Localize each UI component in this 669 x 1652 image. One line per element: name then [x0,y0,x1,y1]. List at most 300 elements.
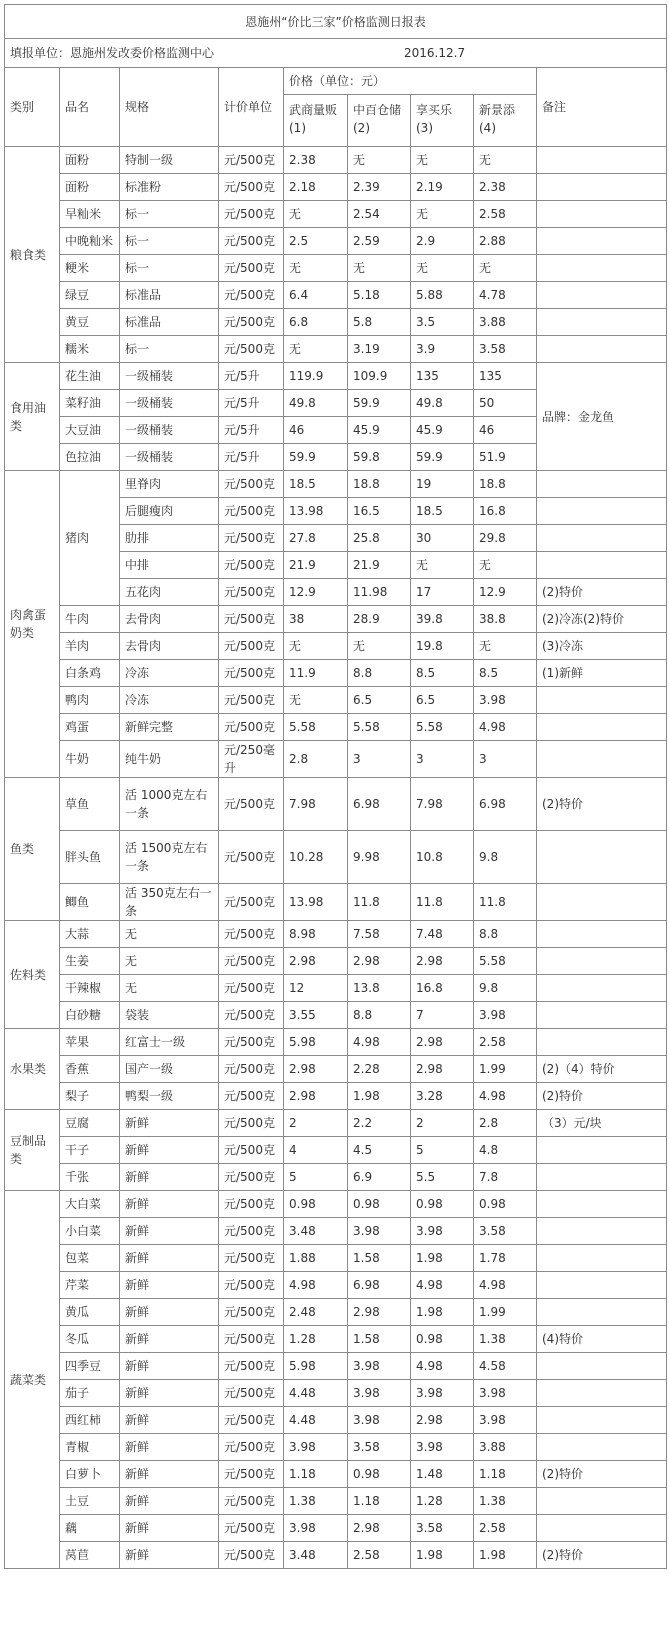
remark-cell: (2)特价 [537,778,667,831]
item-name-cell: 糯米 [60,336,120,363]
price-cell-store-3: 19 [411,471,474,498]
item-name-cell: 白萝卜 [60,1461,120,1488]
spec-cell: 五花肉 [120,579,219,606]
price-cell-store-1: 5 [284,1164,348,1191]
price-cell-store-3: 17 [411,579,474,606]
price-cell-store-4: 8.5 [474,660,537,687]
table-row [5,282,667,309]
spec-cell: 新鲜 [120,1461,219,1488]
price-cell-store-3: 1.28 [411,1488,474,1515]
item-name-cell: 包菜 [60,1245,120,1272]
price-cell-store-4: 1.78 [474,1245,537,1272]
spec-cell: 新鲜 [120,1245,219,1272]
price-cell-store-2: 3.58 [348,1434,411,1461]
table-row [5,471,667,498]
unit-cell: 元/500克 [219,1488,284,1515]
spec-cell: 新鲜 [120,1272,219,1299]
unit-cell: 元/500克 [219,948,284,975]
price-cell-store-2: 2.39 [348,174,411,201]
price-cell-store-4: 1.18 [474,1461,537,1488]
item-name-cell: 梨子 [60,1083,120,1110]
price-cell-store-3: 45.9 [411,417,474,444]
table-row [5,1407,667,1434]
price-cell-store-4: 2.38 [474,174,537,201]
price-cell-store-4: 12.9 [474,579,537,606]
remark-cell [537,201,667,228]
price-cell-store-1: 4 [284,1137,348,1164]
table-row [5,741,667,778]
spec-cell: 去骨肉 [120,606,219,633]
price-cell-store-4: 4.78 [474,282,537,309]
price-cell-store-1: 2.8 [284,741,348,778]
spec-cell: 活 1500克左右一条 [120,831,219,884]
price-cell-store-1: 2.5 [284,228,348,255]
price-cell-store-3: 11.8 [411,884,474,921]
price-cell-store-3: 3.98 [411,1218,474,1245]
spec-cell: 活 350克左右一条 [120,884,219,921]
table-row [5,1434,667,1461]
price-cell-store-4: 无 [474,552,537,579]
item-name-cell: 西红柿 [60,1407,120,1434]
price-cell-store-1: 6.4 [284,282,348,309]
header-store-4: 新景添(4) [474,95,537,147]
price-cell-store-2: 21.9 [348,552,411,579]
table-row [5,1164,667,1191]
price-cell-store-1: 12.9 [284,579,348,606]
table-row [5,1083,667,1110]
price-cell-store-2: 3.98 [348,1353,411,1380]
spec-cell: 袋装 [120,1002,219,1029]
price-cell-store-2: 1.98 [348,1083,411,1110]
item-name-cell: 鸡蛋 [60,714,120,741]
price-cell-store-4: 8.8 [474,921,537,948]
item-name-cell: 四季豆 [60,1353,120,1380]
price-cell-store-4: 1.38 [474,1488,537,1515]
price-cell-store-2: 2.54 [348,201,411,228]
price-report-table [4,4,667,1569]
price-cell-store-3: 0.98 [411,1326,474,1353]
price-cell-store-1: 7.98 [284,778,348,831]
price-cell-store-4: 1.98 [474,1542,537,1569]
remark-cell: (2)特价 [537,1083,667,1110]
unit-cell: 元/500克 [219,1002,284,1029]
unit-cell: 元/500克 [219,1164,284,1191]
price-cell-store-3: 2.98 [411,948,474,975]
price-report-sheet [4,4,666,1569]
spec-cell: 冷冻 [120,660,219,687]
spec-cell: 无 [120,948,219,975]
price-cell-store-3: 无 [411,255,474,282]
price-cell-store-2: 1.18 [348,1488,411,1515]
price-cell-store-1: 无 [284,633,348,660]
remark-cell [537,309,667,336]
price-cell-store-3: 2.98 [411,1056,474,1083]
price-cell-store-2: 3.19 [348,336,411,363]
unit-cell: 元/500克 [219,471,284,498]
unit-cell: 元/500克 [219,1299,284,1326]
price-cell-store-3: 无 [411,147,474,174]
unit-cell: 元/500克 [219,1245,284,1272]
item-name-cell: 干辣椒 [60,975,120,1002]
price-cell-store-2: 5.58 [348,714,411,741]
table-row [5,174,667,201]
unit-cell: 元/500克 [219,1029,284,1056]
price-cell-store-1: 6.8 [284,309,348,336]
remark-cell [537,336,667,363]
category-cell: 食用油类 [5,363,60,471]
remark-cell [537,1272,667,1299]
spec-cell: 国产一级 [120,1056,219,1083]
table-row [5,1461,667,1488]
unit-cell: 元/500克 [219,1137,284,1164]
remark-cell [537,1380,667,1407]
price-cell-store-1: 3.48 [284,1542,348,1569]
spec-cell: 新鲜 [120,1542,219,1569]
unit-cell: 元/500克 [219,1191,284,1218]
price-cell-store-1: 5.98 [284,1029,348,1056]
item-name-cell: 生姜 [60,948,120,975]
unit-cell: 元/500克 [219,884,284,921]
item-name-cell: 香蕉 [60,1056,120,1083]
remark-cell: (2)特价 [537,579,667,606]
price-cell-store-1: 1.18 [284,1461,348,1488]
price-cell-store-3: 2 [411,1110,474,1137]
unit-cell: 元/500克 [219,1407,284,1434]
price-cell-store-2: 6.9 [348,1164,411,1191]
spec-cell: 新鲜 [120,1299,219,1326]
unit-cell: 元/250毫升 [219,741,284,778]
price-cell-store-2: 6.5 [348,687,411,714]
price-cell-store-2: 28.9 [348,606,411,633]
unit-cell: 元/500克 [219,1110,284,1137]
item-name-cell: 冬瓜 [60,1326,120,1353]
price-cell-store-4: 2.58 [474,201,537,228]
item-name-cell: 胖头鱼 [60,831,120,884]
item-name-cell: 豆腐 [60,1110,120,1137]
header-spec: 规格 [120,68,219,147]
item-name-cell: 白条鸡 [60,660,120,687]
price-cell-store-2: 2.59 [348,228,411,255]
spec-cell: 里脊肉 [120,471,219,498]
table-row [5,1056,667,1083]
price-cell-store-1: 无 [284,687,348,714]
price-cell-store-3: 16.8 [411,975,474,1002]
price-cell-store-3: 1.98 [411,1299,474,1326]
price-cell-store-3: 39.8 [411,606,474,633]
price-cell-store-2: 8.8 [348,660,411,687]
unit-cell: 元/500克 [219,498,284,525]
price-cell-store-1: 49.8 [284,390,348,417]
unit-cell: 元/500克 [219,606,284,633]
spec-cell: 新鲜 [120,1407,219,1434]
remark-cell [537,1299,667,1326]
unit-cell: 元/500克 [219,1326,284,1353]
table-row [5,633,667,660]
price-cell-store-4: 4.8 [474,1137,537,1164]
table-row [5,1029,667,1056]
price-cell-store-4: 5.58 [474,948,537,975]
unit-cell: 元/500克 [219,1461,284,1488]
price-cell-store-2: 5.8 [348,309,411,336]
spec-cell: 新鲜 [120,1434,219,1461]
header-remark: 备注 [537,68,667,147]
table-row [5,1515,667,1542]
category-cell: 鱼类 [5,778,60,921]
price-cell-store-3: 2.98 [411,1407,474,1434]
price-cell-store-2: 2.98 [348,948,411,975]
table-row [5,1542,667,1569]
price-cell-store-2: 3.98 [348,1380,411,1407]
spec-cell: 新鲜 [120,1191,219,1218]
table-row [5,1002,667,1029]
remark-cell [537,1218,667,1245]
price-cell-store-4: 2.88 [474,228,537,255]
price-cell-store-1: 3.55 [284,1002,348,1029]
item-name-cell: 中晚籼米 [60,228,120,255]
header-category: 类别 [5,68,60,147]
header-store-1: 武商量贩(1) [284,95,348,147]
price-cell-store-3: 59.9 [411,444,474,471]
remark-cell [537,921,667,948]
category-cell: 佐料类 [5,921,60,1029]
unit-cell: 元/500克 [219,552,284,579]
spec-cell: 新鲜 [120,1164,219,1191]
unit-cell: 元/500克 [219,174,284,201]
price-cell-store-3: 3 [411,741,474,778]
price-cell-store-4: 无 [474,633,537,660]
spec-cell: 无 [120,975,219,1002]
price-cell-store-2: 5.18 [348,282,411,309]
price-cell-store-1: 2.38 [284,147,348,174]
price-cell-store-3: 49.8 [411,390,474,417]
spec-cell: 鸭梨一级 [120,1083,219,1110]
price-cell-store-2: 0.98 [348,1191,411,1218]
table-row [5,1326,667,1353]
price-cell-store-3: 3.28 [411,1083,474,1110]
item-name-cell: 牛肉 [60,606,120,633]
price-cell-store-1: 8.98 [284,921,348,948]
header-unit: 计价单位 [219,68,284,147]
price-cell-store-3: 3.9 [411,336,474,363]
price-cell-store-3: 7.98 [411,778,474,831]
unit-cell: 元/500克 [219,1218,284,1245]
table-row [5,714,667,741]
price-cell-store-3: 4.98 [411,1353,474,1380]
remark-cell [537,1488,667,1515]
price-cell-store-2: 13.8 [348,975,411,1002]
spec-cell: 标准品 [120,282,219,309]
price-cell-store-2: 无 [348,255,411,282]
remark-cell [537,741,667,778]
price-cell-store-2: 1.58 [348,1245,411,1272]
price-cell-store-4: 9.8 [474,975,537,1002]
item-name-cell: 黄瓜 [60,1299,120,1326]
remark-cell [537,552,667,579]
unit-cell: 元/500克 [219,336,284,363]
price-cell-store-2: 18.8 [348,471,411,498]
remark-cell: (1)新鲜 [537,660,667,687]
price-cell-store-1: 2.98 [284,1056,348,1083]
item-name-cell: 色拉油 [60,444,120,471]
item-name-cell: 藕 [60,1515,120,1542]
table-row [5,1245,667,1272]
unit-cell: 元/500克 [219,147,284,174]
price-cell-store-4: 3 [474,741,537,778]
spec-cell: 标准品 [120,309,219,336]
item-name-cell: 大豆油 [60,417,120,444]
spec-cell: 新鲜 [120,1137,219,1164]
table-row [5,1137,667,1164]
table-row [5,606,667,633]
price-cell-store-3: 5 [411,1137,474,1164]
item-name-cell: 牛奶 [60,741,120,778]
spec-cell: 新鲜 [120,1488,219,1515]
remark-cell: (2)特价 [537,1542,667,1569]
table-row [5,921,667,948]
spec-cell: 中排 [120,552,219,579]
price-cell-store-3: 2.9 [411,228,474,255]
unit-cell: 元/500克 [219,831,284,884]
price-cell-store-2: 8.8 [348,1002,411,1029]
price-cell-store-2: 3.98 [348,1218,411,1245]
item-name-cell: 猪肉 [60,471,120,606]
price-cell-store-3: 3.58 [411,1515,474,1542]
remark-cell [537,1029,667,1056]
price-cell-store-3: 无 [411,552,474,579]
category-cell: 豆制品类 [5,1110,60,1191]
price-cell-store-1: 4.98 [284,1272,348,1299]
price-cell-store-3: 0.98 [411,1191,474,1218]
price-cell-store-2: 9.98 [348,831,411,884]
price-cell-store-3: 19.8 [411,633,474,660]
remark-cell [537,884,667,921]
price-cell-store-4: 无 [474,147,537,174]
table-row [5,147,667,174]
price-cell-store-1: 59.9 [284,444,348,471]
unit-cell: 元/5升 [219,363,284,390]
remark-cell [537,1407,667,1434]
price-cell-store-2: 11.98 [348,579,411,606]
remark-cell [537,714,667,741]
remark-cell [537,471,667,498]
price-cell-store-4: 2.8 [474,1110,537,1137]
remark-cell [537,948,667,975]
table-row [5,1110,667,1137]
price-cell-store-2: 4.98 [348,1029,411,1056]
price-cell-store-1: 18.5 [284,471,348,498]
table-row [5,1299,667,1326]
remark-cell: (2)冷冻(2)特价 [537,606,667,633]
price-cell-store-2: 6.98 [348,778,411,831]
price-cell-store-1: 11.9 [284,660,348,687]
unit-cell: 元/500克 [219,687,284,714]
price-cell-store-4: 6.98 [474,778,537,831]
price-cell-store-3: 6.5 [411,687,474,714]
price-cell-store-3: 1.98 [411,1542,474,1569]
price-cell-store-4: 16.8 [474,498,537,525]
price-cell-store-4: 38.8 [474,606,537,633]
table-row [5,1191,667,1218]
item-name-cell: 菜籽油 [60,390,120,417]
price-cell-store-2: 59.8 [348,444,411,471]
unit-cell: 元/500克 [219,633,284,660]
price-cell-store-3: 7 [411,1002,474,1029]
price-cell-store-4: 3.98 [474,1002,537,1029]
price-cell-store-4: 18.8 [474,471,537,498]
price-cell-store-2: 2.2 [348,1110,411,1137]
price-cell-store-1: 4.48 [284,1407,348,1434]
unit-cell: 元/500克 [219,579,284,606]
remark-cell [537,498,667,525]
remark-cell [537,525,667,552]
price-cell-store-2: 无 [348,147,411,174]
price-cell-store-4: 3.88 [474,309,537,336]
price-cell-store-2: 11.8 [348,884,411,921]
price-cell-store-1: 3.98 [284,1434,348,1461]
unit-cell: 元/500克 [219,1515,284,1542]
table-row [5,255,667,282]
price-cell-store-4: 7.8 [474,1164,537,1191]
remark-cell [537,975,667,1002]
item-name-cell: 花生油 [60,363,120,390]
price-cell-store-3: 1.48 [411,1461,474,1488]
item-name-cell: 面粉 [60,174,120,201]
remark-cell [537,687,667,714]
price-cell-store-2: 2.98 [348,1299,411,1326]
item-name-cell: 鸭肉 [60,687,120,714]
remark-cell [537,147,667,174]
price-cell-store-2: 3 [348,741,411,778]
spec-cell: 标准粉 [120,174,219,201]
price-cell-store-3: 2.19 [411,174,474,201]
item-name-cell: 芹菜 [60,1272,120,1299]
header-name: 品名 [60,68,120,147]
table-row [5,687,667,714]
item-name-cell: 黄豆 [60,309,120,336]
spec-cell: 新鲜 [120,1326,219,1353]
table-row [5,1272,667,1299]
price-cell-store-1: 无 [284,336,348,363]
table-row [5,1380,667,1407]
price-cell-store-4: 3.98 [474,1380,537,1407]
item-name-cell: 大白菜 [60,1191,120,1218]
price-cell-store-2: 2.98 [348,1515,411,1542]
price-cell-store-3: 135 [411,363,474,390]
price-cell-store-4: 4.58 [474,1353,537,1380]
spec-cell: 新鲜 [120,1515,219,1542]
price-cell-store-4: 3.58 [474,336,537,363]
category-cell: 水果类 [5,1029,60,1110]
price-cell-store-2: 0.98 [348,1461,411,1488]
table-row [5,948,667,975]
spec-cell: 一级桶装 [120,417,219,444]
price-cell-store-2: 无 [348,633,411,660]
price-cell-store-4: 2.58 [474,1029,537,1056]
price-cell-store-1: 5.98 [284,1353,348,1380]
price-cell-store-1: 13.98 [284,884,348,921]
price-cell-store-3: 3.98 [411,1434,474,1461]
item-name-cell: 大蒜 [60,921,120,948]
item-name-cell: 千张 [60,1164,120,1191]
table-row [5,1488,667,1515]
spec-cell: 标一 [120,336,219,363]
price-cell-store-3: 4.98 [411,1272,474,1299]
remark-cell [537,1515,667,1542]
price-cell-store-3: 5.88 [411,282,474,309]
remark-cell [537,174,667,201]
remark-cell [537,1137,667,1164]
unit-cell: 元/500克 [219,1083,284,1110]
